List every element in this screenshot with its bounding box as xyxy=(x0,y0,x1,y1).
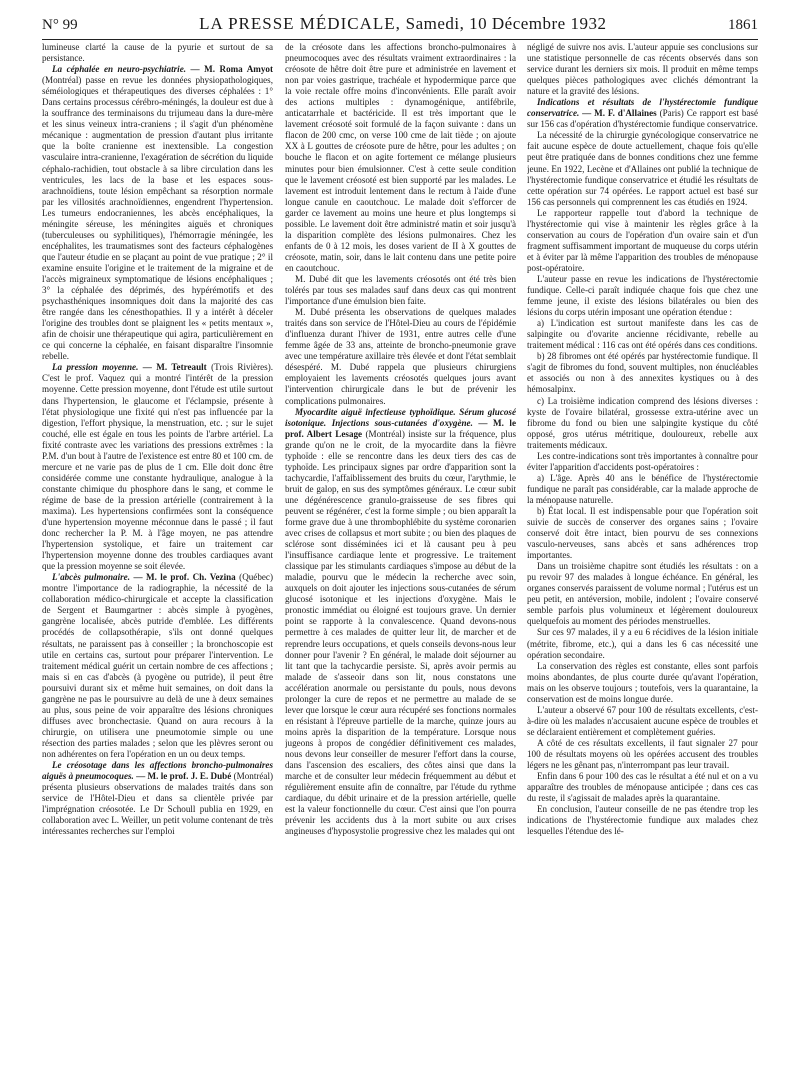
paragraph xyxy=(527,661,758,705)
paragraph xyxy=(527,627,758,660)
section-paragraph xyxy=(285,407,516,838)
paragraph-text: (Trois Rivières). C'est le prof. Vaquez qui a montré l'intérêt de la pression moyenne. Cette pression moyenne, dont l'étude est utile surtout dans l'hypertension, le glaucome et l'éclampsie, présente à l'état physiologique une fixité qui n'est pas influencée par la digestion, l'effort physique, la menstruation, etc. ; sur le sujet couché, elle est égale en tous les points de l'arbre artériel. La fixité contraste avec les variations des pressions extrêmes : la P.M. d'un bout à l'autre de l'existence est entre 80 et 100 cm. de mercure et ne varie pas de plus de 1 cm. Elle doit donc être considérée comme une constante hydraulique, analogue à la constante chimique du phosphore dans le sang, et comme le régime de base de la pression artérielle (contrairement à la maxima). Les hypertensions confirmées sont la conséquence d'une hypertension moyenne méconnue dans le passé ; il faut donc rechercher la P. M. à l'âge moyen, ne pas attendre l'hypertension systolique, et faire un traitement car l'hypertension moyenne donne des troubles cardiaques avant que la pression moyenne se soit élevée. xyxy=(42,362,273,572)
page-number: 1861 xyxy=(728,17,758,33)
paragraph xyxy=(527,130,758,207)
paragraph xyxy=(42,362,273,572)
section-heading: La pression moyenne. xyxy=(52,362,139,373)
paragraph xyxy=(527,561,758,627)
paragraph xyxy=(527,506,758,561)
paragraph xyxy=(42,64,273,362)
paragraph-text: c) La troisième indication comprend des lésions diverses : kyste de l'ovaire bilatéral, grossesse extra-utérine avec un fibrome du fond ou bien une salpingite kystique du côté opposé, gros utérus métritique, douloureux, rebelle aux traitements médicaux. xyxy=(527,395,758,450)
paragraph-text: (Montréal) passe en revue les données physiopathologiques, séméiologiques et thérapeutiques des diverses céphalées : 1° Dans certains processus cérébro-méningés, la douleur est due à la souffrance des terminaisons du trijumeau dans la dure-mère et les sinus veineux intra-craniens ; il s'agit d'un phénomène mécanique : augmentation de pression d'autant plus irritante que la boîte cranienne est inextensible. La congestion vasculaire intra-cranienne, l'exagération de sécrétion du liquide céphalo-rachidien, tout obstacle à sa libre circulation dans les ventricules, les lacs de la base et les espaces sous-arachnoïdiens, toute lésion empêchant sa résorption normale par les villosités arachnoïdiennes, engendrent l'hypertension. Les tumeurs endocraniennes, les abcès encéphaliques, la méningite séreuse, les méningites aiguës et chroniques (tuberculeuses ou syphilitiques), l'hémorragie méningée, les encéphalites, les traumatismes sont des facteurs céphalogènes que l'auteur étudie en se plaçant au point de vue pratique ; 2° il examine ensuite l'origine et le traitement de la migraine et de l'accès migraineux symptomatique de lésions encéphaliques ; 3° la céphalée des déprimés, des hypérémotifs et des psychasthéniques insomniques doit dans la majorité des cas être rangée dans les cénesthopathies. Il y a intérêt à déceler l'origine des troubles dont se plaignent les « petits mentaux », afin de choisir une thérapeutique qui agira, particulièrement en ce qui concerne la céphalée, en faisant disparaître l'insomnie rebelle. xyxy=(42,75,273,362)
paragraph xyxy=(527,42,758,97)
paragraph-text: L'auteur passe en revue les indications de l'hystérectomie fundique. Celle-ci paraît indiquée chaque fois que chez une femme jeune, il existe des lésions bilatérales ou bien des lésions du corps utérin imposant une opération étendue : xyxy=(527,273,758,318)
paragraph-text: lumineuse clarté la cause de la pyurie et surtout de sa persistance. xyxy=(42,42,273,64)
paragraph-text: a) L'indication est surtout manifeste dans les cas de salpingite ou d'ovarite ancienne récidivante, rebelle au traitement médical : 116 cas ont été opérés dans ces conditions. xyxy=(527,318,758,351)
paragraph-text: Sur ces 97 malades, il y a eu 6 récidives de la lésion initiale (métrite, fibrome, etc.), qui a dans les 6 cas nécessité une opération secondaire. xyxy=(527,627,758,660)
paragraph-text: Les contre-indications sont très importantes à connaître pour éviter l'apparition d'accidents post-opératoires : xyxy=(527,450,758,472)
paragraph-text: (Montréal) présenta plusieurs observations de malades traités dans son service de l'Hôtel-Dieu et dans sa clientèle privée par l'imprégnation créosotée. Le Dr Schoull publia en 1929, en collaboration avec L. Weiller, un petit volume contenant de très intéressantes recherches sur l'emploi xyxy=(42,771,273,837)
paragraph-text: Le rapporteur rappelle tout d'abord la technique de l'hystérectomie qui vise à maintenir les règles grâce à la conservation au cours de l'opération d'un ovaire sain et d'un fragment suffisamment important de muqueuse du corps utérin et à éviter par là même l'apparition des troubles de ménopause post-opératoire. xyxy=(527,207,758,273)
issue-date: Samedi, 10 Décembre 1932 xyxy=(405,14,607,33)
paragraph-text: b) 28 fibromes ont été opérés par hystérectomie fundique. Il s'agit de fibromes du fond, souvent multiples, non énucléables et associés ou non à des annexites kystiques ou à des hémosalpinx. xyxy=(527,351,758,395)
column-1 xyxy=(42,42,273,1072)
section-heading: Indications et résultats de l'hystérectomie fundique conservatrice. xyxy=(527,97,758,119)
paragraph-text: En conclusion, l'auteur conseille de ne pas étendre trop les indications de l'hystérectomie fundique aux malades chez lesquelles l'étendue des lé- xyxy=(527,804,758,837)
paragraph-text: b) État local. Il est indispensable pour que l'opération soit suivie de succès de conserver des organes sains ; l'ovaire conservé doit être intact, bien pourvu de ses connexions vasculo-nerveuses, sans abcès et sans adhérences trop importantes. xyxy=(527,505,758,561)
paragraph xyxy=(285,307,516,406)
paragraph-text: a) L'âge. Après 40 ans le bénéfice de l'hystérectomie fundique ne paraît pas considérable, car la malade approche de la ménopause naturelle. xyxy=(527,472,758,505)
paragraph xyxy=(527,274,758,318)
paragraph-text: L'auteur a observé 67 pour 100 de résultats excellents, c'est-à-dire où les malades n'accusaient aucune espèce de troubles et se déclaraient entièrement et complètement guéries. xyxy=(527,704,758,737)
paragraph-text: La conservation des règles est constante, elles sont parfois moins abondantes, de plus courte durée qu'avant l'opération, mais on les observe toujours ; toutefois, vers la quarantaine, la conservation est de moins longue durée. xyxy=(527,660,758,704)
paragraph xyxy=(527,451,758,473)
paragraph-text: La nécessité de la chirurgie gynécologique conservatrice ne fait aucune espèce de doute actuellement, chaque fois qu'elle peut être pratiquée dans de bonnes conditions chez une femme jeune. En 1922, Lecène et d'Allaines ont publié la technique de l'hystérectomie fundique conservatrice et étudié les résultats de cette opération sur 74 opérées. Le rapport actuel est basé sur 156 cas personnels qui comprennent les cas étudiés en 1924. xyxy=(527,130,758,207)
paragraph-text: M. Dubé présenta les observations de quelques malades traités dans son service de l'Hôtel-Dieu au cours de l'épidémie d'influenza durant l'hiver de 1931, entre autres celle d'une femme âgée de 33 ans, atteinte de broncho-pneumonie grave avec une température axillaire très élevée et dont l'état semblait désespéré. M. Dubé rappela que plusieurs chirurgiens employaient les lavements créosotés quelques jours avant l'intervention chirurgicale dans le but de prévenir les complications pulmonaires. xyxy=(285,307,516,406)
paragraph xyxy=(527,473,758,506)
section-author: — M. le prof. Ch. Vezina xyxy=(129,572,236,583)
paragraph xyxy=(527,738,758,771)
paragraph xyxy=(42,42,273,64)
paragraph-text: de la créosote dans les affections broncho-pulmonaires à pneumocoques avec des résultats vraiment extraordinaires : la créosote de hêtre doit être pure et administrée en lavement et non par voies gastrique, trachéale et hypodermique parce que la voie rectale offre moins d'inconvénients. Elle paraît avoir des actions multiples : dynamogénique, antifébrile, anticatarrhale et bactéricide. Il est très important que le lavement créosoté soit formulé de la façon suivante : dans un flacon de 200 cmc, on verse 100 cme de lait tiède ; on ajoute XX à L gouttes de créosote pure de hêtre, pour les adultes ; on bouche le flacon et on agite fortement ce mélange plusieurs minutes pour bien émulsionner. C'est à cette seule condition que le lavement créosoté est bien supporté par les malades. Le lavement est introduit lentement dans le rectum à l'aide d'une longue canule en caoutchouc. Le malade doit s'efforcer de garder ce lavement au moins une heure et plus longtemps si possible. Le lavement doit être administré matin et soir jusqu'à la disparition complète des lésions pulmonaires. Chez les enfants de 0 à 12 mois, les doses varient de II à X gouttes de créosote, matin, soir, dans le lait contenu dans une petite poire en caoutchouc. xyxy=(285,42,516,273)
paragraph xyxy=(527,804,758,837)
section-heading: Myocardite aiguë infectieuse typhoïdique. Sérum glucosé isotonique. Injections sous-cutanées d'oxygène. xyxy=(285,406,516,428)
section-author: — M. Tetreault xyxy=(138,362,207,373)
paragraph xyxy=(285,42,516,274)
paragraph xyxy=(285,274,516,307)
section-author: — M. Roma Amyot xyxy=(186,64,273,75)
section-paragraph xyxy=(527,97,758,130)
section-heading: L'abcès pulmonaire. xyxy=(52,572,130,583)
paragraph-text: (Montréal) insiste sur la fréquence, plus grande qu'on ne le croit, de la myocardite dans la fièvre typhoïde : elle se rencontre dans les deux tiers des cas de typhoïde. Les principaux signes par ordre d'apparition sont la tachycardie, l'affaiblissement des bruits du cœur, l'arythmie, le bruit de galop, en sus des symptômes généraux. Le cœur subit une dégénérescence granulo-graisseuse de ses fibres qui peuvent se régénérer, c'est la forme simple ; ou bien apparaît la forme grave due à une thrombophlébite du système coronarien avec crises de collapsus et mort subite ; ou bien des plaques de sclérose sont disséminées ici et là causant peu à peu l'insuffisance cardiaque lente et progressive. Le traitement classique par les stimulants cardiaques s'impose au début de la maladie, pourvu que le médecin la recherche avec soin, auxquels on doit ajouter les injections sous-cutanées de sérum glucosé isotonique et les injections d'oxygène. Mais le pronostic immédiat ou éloigné est toujours grave. Un dernier point se rapporte à la convalescence. Quand devons-nous permettre à ces malades de quitter leur lit, de marcher et de reprendre leurs occupations, et quels conseils devons-nous leur donner pour l'avenir ? En général, le malade doit séjourner au lit tant que la tachycardie persiste. Si, après avoir permis au malade de s'asseoir dans son lit, nous constatons une accélération anormale ou persistante du pouls, nous devons prolonger la cure de repos et ne permettre au malade de se lever que lorsque le cœur aura récupéré ses fonctions normales en résistant à l'épreuve partielle de la marche, quinze jours au moins après la disparition de la température. Lorsque nous jugeons à propos de congédier définitivement ces malades, nous devons leur conseiller de mesurer l'effort dans la course, dans l'ascension des escaliers, des côtes ainsi que dans la marche et de consulter leur médecin fréquemment au début et régulièrement ensuite afin de connaître, par l'étude du rythme cardiaque, du débit urinaire et de la pression artérielle, quelle est la valeur fonctionnelle du cœur. C'est ainsi que l'on pourra prévenir les accidents dus à la mort subite ou aux crises angineuses d'hyposystolie progressive chez les malades qui ont xyxy=(285,428,516,837)
paragraph xyxy=(42,572,273,760)
issue-number: N° 99 xyxy=(42,17,78,33)
paragraph xyxy=(527,208,758,274)
paragraph xyxy=(527,771,758,804)
paragraph-text: A côté de ces résultats excellents, il faut signaler 27 pour 100 de résultats moyens où les opérées accusent des troubles légers ne les gênant pas, n'interrompant pas leur travail. xyxy=(527,737,758,771)
paragraph xyxy=(527,396,758,451)
paragraph xyxy=(527,705,758,738)
section-heading: Le créosotage dans les affections broncho-pulmonaires aiguës à pneumocoques. xyxy=(42,760,273,782)
paragraph-text: (Québec) montre l'importance de la radiographie, la nécessité de la collaboration médico-chirurgicale et accepte la classification de Sergent et Baumgartner : abcès simple à pyogènes, gangrène localisée, abcès putride d'emblée. Les différents procédés de collapsothérapie, s'ils ont donné quelques résultats, ne paraissent pas à conseiller ; la bronchoscopie est utile en certains cas, surtout pour préparer l'intervention. Le traitement médical guérit un certain nombre de ces affections ; mais si en cas d'abcès (à pyogène ou putride), il peut être poursuivi durant six et même huit semaines, on doit dans la gangrène ne pas le poursuivre au delà de une à deux semaines au plus, sous peine de voir apparaître des lésions chroniques diffuses avec bronchectasie. Quand on aura recours à la chirurgie, on utilisera une pneumotomie simple ou une résection des parties malades ; selon que les plèvres seront ou non adhérentes on fera l'opération en un ou deux temps. xyxy=(42,572,273,759)
section-author: — M. le prof. J. E. Dubé xyxy=(133,771,232,782)
paragraph-text: Enfin dans 6 pour 100 des cas le résultat a été nul et on a vu apparaître des troubles de ménopause anticipée ; dans ces cas du reste, il s'agissait de malades après la quarantaine. xyxy=(527,771,758,804)
section-author: — M. le prof. Albert Lesage xyxy=(285,417,516,439)
page-header xyxy=(42,14,758,40)
journal-name: LA PRESSE MÉDICALE, xyxy=(199,14,401,33)
section-heading: La céphalée en neuro-psychiatrie. xyxy=(52,64,187,75)
paragraph-text: (Paris) Ce rapport est basé sur 156 cas d'opération d'hystérectomie fundique conservatrice. xyxy=(527,108,758,130)
column-3 xyxy=(527,42,758,1072)
paragraph-text: Dans un troisième chapitre sont étudiés les résultats : on a pu revoir 97 des malades à longue échéance. En général, les organes conservés paraissent de volume normal ; l'utérus est un peu petit, en antéversion, mobile, indolent ; l'ovaire conservé semble parfois plus volumineux et légèrement douloureux quelquefois au moment des périodes menstruelles. xyxy=(527,561,758,627)
journal-title xyxy=(199,14,606,34)
section-author: — M. F. d'Allaines xyxy=(579,108,657,119)
paragraph-text: négligé de suivre nos avis. L'auteur appuie ses conclusions sur une statistique personnelle de cas récents observés dans son service durant les derniers six mois. Il produit en même temps quelques pièces pathologiques avec clichés démontrant la nature et la gravité des lésions. xyxy=(527,42,758,97)
paragraph xyxy=(527,351,758,395)
paragraph xyxy=(527,318,758,351)
section-paragraph xyxy=(42,760,273,837)
column-2 xyxy=(285,42,516,1072)
paragraph-text: M. Dubé dit que les lavements créosotés ont été très bien tolérés par tous ses malades sauf dans deux cas qui montrent l'importance d'une émulsion bien faite. xyxy=(285,273,516,307)
